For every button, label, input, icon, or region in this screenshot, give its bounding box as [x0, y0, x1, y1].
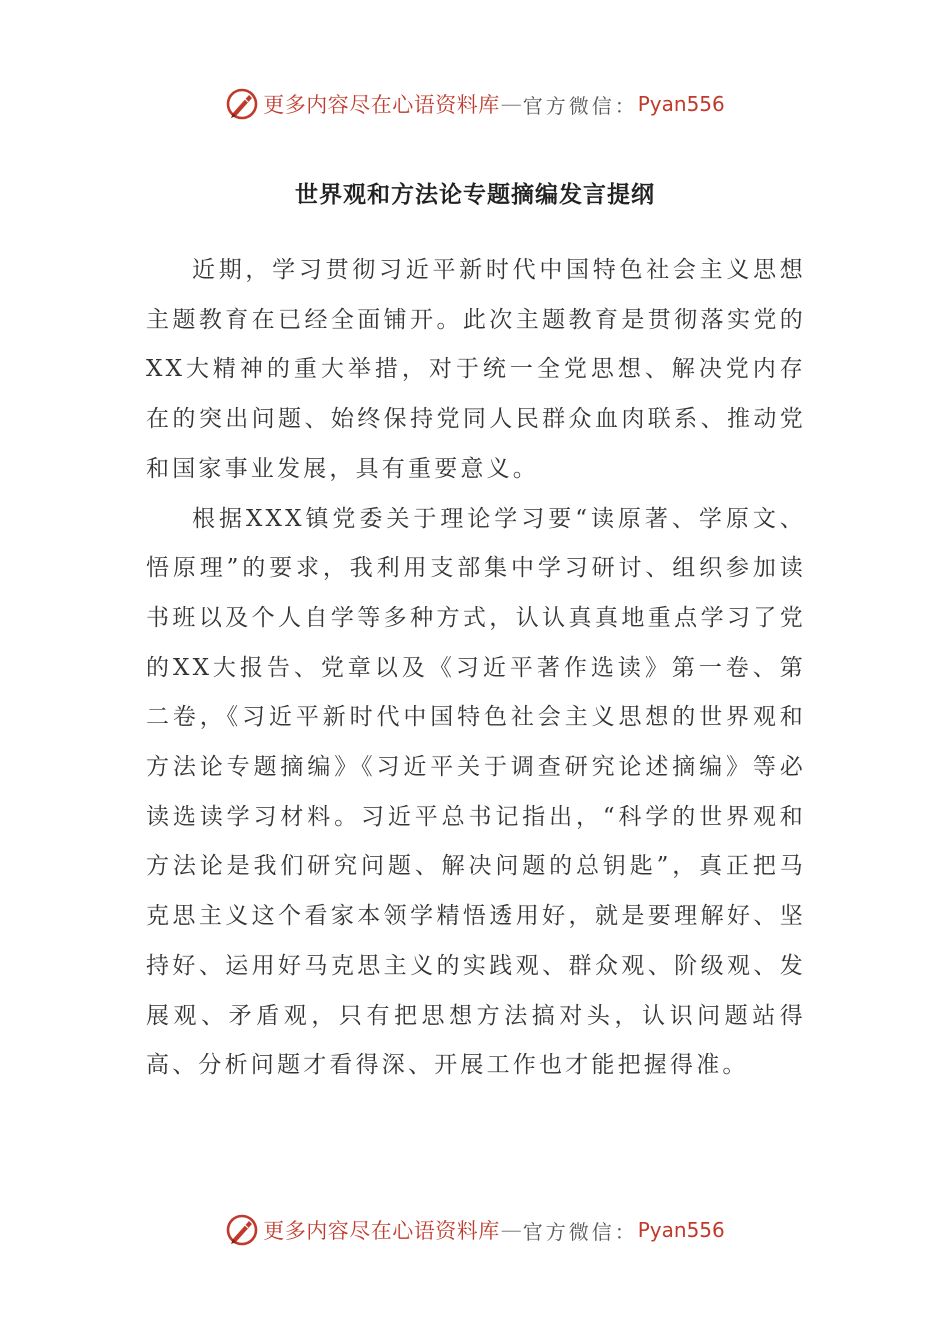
paragraph-1: 近期，学习贯彻习近平新时代中国特色社会主义思想主题教育在已经全面铺开。此次主题教育是贯彻落实党的XX大精神的重大举措，对于统一全党思想、解决党内存在的突出问题、始终保持党同人民群众血肉联系、推动党和国家事业发展，具有重要意义。: [146, 257, 806, 482]
banner-wechat-label: 官方微信：: [522, 1219, 638, 1244]
banner-dash: —: [500, 1218, 522, 1242]
pen-logo-icon: [225, 87, 259, 121]
document-title: 世界观和方法论专题摘编发言提纲: [295, 181, 655, 208]
banner-wechat-id: Pyan556: [637, 92, 725, 116]
header-banner: [0, 84, 950, 124]
banner-wechat-id: Pyan556: [637, 1218, 725, 1242]
document-body: [146, 246, 806, 1091]
banner-site-name: 更多内容尽在心语资料库: [263, 93, 500, 117]
footer-banner: [0, 1210, 950, 1250]
banner-dash: —: [500, 92, 522, 116]
paragraph-2: 根据XXX镇党委关于理论学习要“读原著、学原文、悟原理”的要求，我利用支部集中学习研讨、组织参加读书班以及个人自学等多种方式，认认真真地重点学习了党的XX大报告、党章以及《习近平著作选读》第一卷、第二卷，《习近平新时代中国特色社会主义思想的世界观和方法论专题摘编》《习近平关于调查研究论述摘编》等必读选读学习材料。习近平总书记指出，“科学的世界观和方法论是我们研究问题、解决问题的总钥匙”，真正把马克思主义这个看家本领学精悟透用好，就是要理解好、坚持好、运用好马克思主义的实践观、群众观、阶级观、发展观、矛盾观，只有把思想方法搞对头，认识问题站得高、分析问题才看得深、开展工作也才能把握得准。: [146, 505, 806, 1079]
banner-wechat-label: 官方微信：: [522, 93, 638, 118]
pen-logo-icon: [225, 1213, 259, 1247]
banner-site-name: 更多内容尽在心语资料库: [263, 1219, 500, 1243]
